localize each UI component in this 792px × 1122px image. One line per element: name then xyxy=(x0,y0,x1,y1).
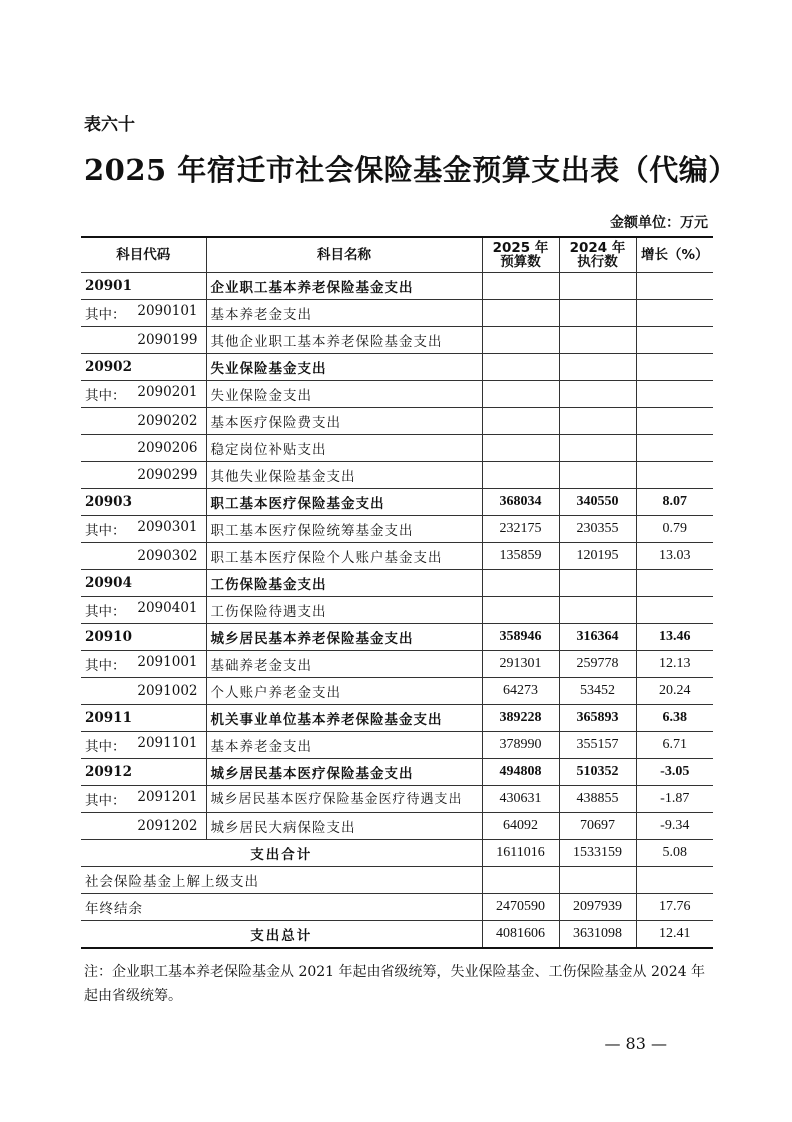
exec-2024: 510352 xyxy=(559,759,636,786)
subject-name: 工伤保险基金支出 xyxy=(206,570,482,597)
table-body xyxy=(81,273,713,949)
table-row-balance xyxy=(81,894,713,921)
subject-code: 20904 xyxy=(85,575,132,591)
header-budget-2025-text: 2025 年 预算数 xyxy=(492,240,549,270)
subject-code-cell xyxy=(81,408,206,435)
transfer-growth-pct xyxy=(636,867,713,894)
subject-prefix: 其中： xyxy=(85,307,126,323)
subject-code-cell xyxy=(81,813,206,840)
growth-pct xyxy=(636,381,713,408)
subject-name: 基本医疗保险费支出 xyxy=(206,408,482,435)
total-exec-2024: 3631098 xyxy=(559,921,636,949)
subject-name: 职工基本医疗保险统筹基金支出 xyxy=(206,516,482,543)
exec-2024: 120195 xyxy=(559,543,636,570)
subject-code-cell xyxy=(81,759,206,786)
subject-code: 2091101 xyxy=(137,735,198,751)
subject-code-cell xyxy=(81,327,206,354)
table-row-total xyxy=(81,921,713,949)
transfer-label: 社会保险基金上解上级支出 xyxy=(81,867,482,894)
subject-code-cell xyxy=(81,543,206,570)
header-exec-2024 xyxy=(559,237,636,273)
exec-2024 xyxy=(559,408,636,435)
subject-code-cell xyxy=(81,300,206,327)
subject-name: 个人账户养老金支出 xyxy=(206,678,482,705)
growth-pct xyxy=(636,570,713,597)
subject-prefix: 其中： xyxy=(85,604,126,620)
transfer-exec-2024 xyxy=(559,867,636,894)
exec-2024 xyxy=(559,570,636,597)
subject-name: 城乡居民基本养老保险基金支出 xyxy=(206,624,482,651)
growth-pct xyxy=(636,354,713,381)
subject-code-cell xyxy=(81,705,206,732)
subject-code: 2091002 xyxy=(137,683,198,699)
table-row-category xyxy=(81,705,713,732)
header-code: 科目代码 xyxy=(81,237,206,273)
table-row-category xyxy=(81,489,713,516)
subject-name: 失业保险金支出 xyxy=(206,381,482,408)
subject-name: 城乡居民大病保险支出 xyxy=(206,813,482,840)
subject-code-cell xyxy=(81,273,206,300)
subject-prefix: 其中： xyxy=(85,739,126,755)
subtotal-growth-pct: 5.08 xyxy=(636,840,713,867)
table-row xyxy=(81,408,713,435)
exec-2024 xyxy=(559,354,636,381)
subject-name: 企业职工基本养老保险基金支出 xyxy=(206,273,482,300)
growth-pct: 6.38 xyxy=(636,705,713,732)
subject-name: 城乡居民基本医疗保险基金医疗待遇支出 xyxy=(206,786,482,813)
table-row xyxy=(81,516,713,543)
subject-name: 基本养老金支出 xyxy=(206,732,482,759)
subject-code: 20912 xyxy=(85,764,132,780)
budget-table xyxy=(81,236,713,949)
exec-2024: 53452 xyxy=(559,678,636,705)
growth-pct: -3.05 xyxy=(636,759,713,786)
budget-2025 xyxy=(482,435,559,462)
subject-code-cell xyxy=(81,597,206,624)
table-row xyxy=(81,327,713,354)
budget-2025: 389228 xyxy=(482,705,559,732)
footnote: 注：企业职工基本养老保险基金从 2021 年起由省级统筹，失业保险基金、工伤保险基金从 2024 年起由省级统筹。 xyxy=(84,964,706,1004)
subject-code-cell xyxy=(81,381,206,408)
balance-budget-2025: 2470590 xyxy=(482,894,559,921)
budget-2025 xyxy=(482,462,559,489)
subject-code: 2090202 xyxy=(137,413,198,429)
transfer-budget-2025 xyxy=(482,867,559,894)
budget-2025 xyxy=(482,408,559,435)
table-number: 表六十 xyxy=(84,115,135,135)
growth-pct: 6.71 xyxy=(636,732,713,759)
subject-code: 20911 xyxy=(85,710,132,726)
header-name: 科目名称 xyxy=(206,237,482,273)
growth-pct xyxy=(636,462,713,489)
total-budget-2025: 4081606 xyxy=(482,921,559,949)
subject-code-cell xyxy=(81,462,206,489)
subject-code-cell xyxy=(81,354,206,381)
table-row-subtotal xyxy=(81,840,713,867)
table-row xyxy=(81,543,713,570)
subject-code-cell xyxy=(81,624,206,651)
growth-pct: 0.79 xyxy=(636,516,713,543)
subject-code: 2091202 xyxy=(137,818,198,834)
table-row xyxy=(81,597,713,624)
growth-pct: -9.34 xyxy=(636,813,713,840)
subject-prefix: 其中： xyxy=(85,658,126,674)
table-row-category xyxy=(81,354,713,381)
subject-code: 20902 xyxy=(85,359,132,375)
subject-code: 2090206 xyxy=(137,440,198,456)
table-row-transfer xyxy=(81,867,713,894)
subject-code-cell xyxy=(81,570,206,597)
growth-pct: 20.24 xyxy=(636,678,713,705)
exec-2024 xyxy=(559,462,636,489)
exec-2024: 355157 xyxy=(559,732,636,759)
subject-code: 2090201 xyxy=(137,384,198,400)
exec-2024: 340550 xyxy=(559,489,636,516)
subject-name: 职工基本医疗保险基金支出 xyxy=(206,489,482,516)
table-row xyxy=(81,813,713,840)
growth-pct: 13.46 xyxy=(636,624,713,651)
table-row xyxy=(81,462,713,489)
budget-2025 xyxy=(482,354,559,381)
amount-unit: 金额单位：万元 xyxy=(610,215,708,231)
growth-pct xyxy=(636,435,713,462)
subject-code-cell xyxy=(81,516,206,543)
table-row-category xyxy=(81,759,713,786)
growth-pct: -1.87 xyxy=(636,786,713,813)
subject-code: 2091201 xyxy=(137,789,198,805)
budget-2025: 368034 xyxy=(482,489,559,516)
subject-name: 机关事业单位基本养老保险基金支出 xyxy=(206,705,482,732)
subject-code: 2091001 xyxy=(137,654,198,670)
budget-2025 xyxy=(482,300,559,327)
budget-2025: 430631 xyxy=(482,786,559,813)
growth-pct: 8.07 xyxy=(636,489,713,516)
subtotal-label: 支出合计 xyxy=(81,840,482,867)
exec-2024 xyxy=(559,327,636,354)
budget-2025 xyxy=(482,597,559,624)
growth-pct xyxy=(636,273,713,300)
header-exec-2024-text: 2024 年 执行数 xyxy=(569,240,626,270)
table-row xyxy=(81,732,713,759)
page-title: 2025 年宿迁市社会保险基金预算支出表（代编） xyxy=(84,153,738,187)
subject-name: 职工基本医疗保险个人账户基金支出 xyxy=(206,543,482,570)
subject-name: 失业保险基金支出 xyxy=(206,354,482,381)
growth-pct xyxy=(636,597,713,624)
budget-2025: 135859 xyxy=(482,543,559,570)
table-row-category xyxy=(81,273,713,300)
table-row xyxy=(81,786,713,813)
subject-name: 基础养老金支出 xyxy=(206,651,482,678)
subject-code: 20910 xyxy=(85,629,132,645)
subtotal-budget-2025: 1611016 xyxy=(482,840,559,867)
subject-prefix: 其中： xyxy=(85,793,126,809)
exec-2024: 316364 xyxy=(559,624,636,651)
exec-2024: 438855 xyxy=(559,786,636,813)
header-growth: 增长（%） xyxy=(636,237,713,273)
table-header-row xyxy=(81,237,713,273)
budget-2025: 232175 xyxy=(482,516,559,543)
exec-2024: 365893 xyxy=(559,705,636,732)
table-row-category xyxy=(81,624,713,651)
subject-code-cell xyxy=(81,678,206,705)
growth-pct: 12.13 xyxy=(636,651,713,678)
subject-code: 2090199 xyxy=(137,332,198,348)
budget-2025: 64273 xyxy=(482,678,559,705)
subject-code: 2090302 xyxy=(137,548,198,564)
subject-code: 20903 xyxy=(85,494,132,510)
table-row xyxy=(81,300,713,327)
subject-name: 稳定岗位补贴支出 xyxy=(206,435,482,462)
total-growth-pct: 12.41 xyxy=(636,921,713,949)
budget-2025: 494808 xyxy=(482,759,559,786)
subject-code-cell xyxy=(81,786,206,813)
growth-pct xyxy=(636,300,713,327)
budget-2025: 358946 xyxy=(482,624,559,651)
subject-code-cell xyxy=(81,489,206,516)
subject-code-cell xyxy=(81,732,206,759)
balance-label: 年终结余 xyxy=(81,894,482,921)
exec-2024 xyxy=(559,300,636,327)
subject-prefix: 其中： xyxy=(85,523,126,539)
budget-2025 xyxy=(482,381,559,408)
exec-2024: 259778 xyxy=(559,651,636,678)
subject-code-cell xyxy=(81,651,206,678)
subject-name: 基本养老金支出 xyxy=(206,300,482,327)
table-row-category xyxy=(81,570,713,597)
table-row xyxy=(81,651,713,678)
exec-2024: 230355 xyxy=(559,516,636,543)
budget-2025 xyxy=(482,327,559,354)
subject-code: 2090299 xyxy=(137,467,198,483)
subject-name: 工伤保险待遇支出 xyxy=(206,597,482,624)
exec-2024 xyxy=(559,597,636,624)
table-row xyxy=(81,435,713,462)
subject-code: 2090401 xyxy=(137,600,198,616)
budget-2025 xyxy=(482,273,559,300)
exec-2024 xyxy=(559,435,636,462)
balance-exec-2024: 2097939 xyxy=(559,894,636,921)
budget-2025: 64092 xyxy=(482,813,559,840)
balance-growth-pct: 17.76 xyxy=(636,894,713,921)
budget-2025: 291301 xyxy=(482,651,559,678)
subject-prefix: 其中： xyxy=(85,388,126,404)
total-label: 支出总计 xyxy=(81,921,482,949)
table-row xyxy=(81,678,713,705)
exec-2024 xyxy=(559,381,636,408)
subject-name: 其他失业保险基金支出 xyxy=(206,462,482,489)
subject-name: 城乡居民基本医疗保险基金支出 xyxy=(206,759,482,786)
page-number: — 83 — xyxy=(604,1034,667,1053)
budget-2025 xyxy=(482,570,559,597)
subtotal-exec-2024: 1533159 xyxy=(559,840,636,867)
subject-code: 2090301 xyxy=(137,519,198,535)
exec-2024 xyxy=(559,273,636,300)
subject-name: 其他企业职工基本养老保险基金支出 xyxy=(206,327,482,354)
growth-pct xyxy=(636,327,713,354)
growth-pct xyxy=(636,408,713,435)
subject-code: 20901 xyxy=(85,278,132,294)
header-budget-2025 xyxy=(482,237,559,273)
budget-2025: 378990 xyxy=(482,732,559,759)
subject-code: 2090101 xyxy=(137,303,198,319)
exec-2024: 70697 xyxy=(559,813,636,840)
growth-pct: 13.03 xyxy=(636,543,713,570)
subject-code-cell xyxy=(81,435,206,462)
table-row xyxy=(81,381,713,408)
